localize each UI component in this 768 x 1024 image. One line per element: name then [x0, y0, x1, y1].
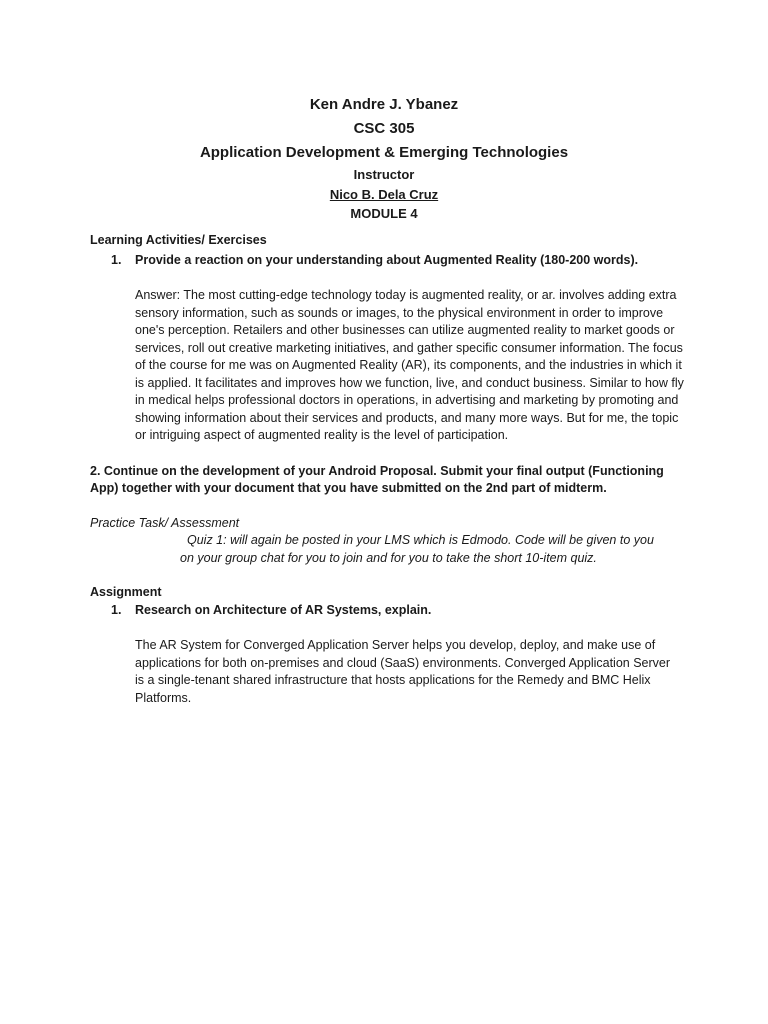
learning-item-1 — [90, 252, 690, 270]
student-name: Ken Andre J. Ybanez — [309, 96, 459, 113]
course-code: CSC 305 — [353, 120, 415, 137]
instructor-label: Instructor — [353, 167, 415, 182]
assignment-item-1-number: 1. — [111, 602, 122, 617]
practice-heading: Practice Task/ Assessment — [90, 515, 240, 530]
document-body — [90, 232, 690, 707]
learning-item-2: 2. Continue on the development of your Android Proposal. Submit your final output (Functioning App) together with your document that you have submitted on the 2nd part of midterm. — [90, 463, 664, 495]
learning-item-1-text: Provide a reaction on your understanding about Augmented Reality (180-200 words). — [135, 252, 639, 267]
learning-heading: Learning Activities/ Exercises — [90, 233, 267, 247]
learning-item-1-number: 1. — [111, 252, 122, 267]
course-title: Application Development & Emerging Technologies — [199, 144, 569, 161]
assignment-item-1-text: Research on Architecture of AR Systems, explain. — [135, 602, 432, 617]
quiz-line-2: on your group chat for you to join and for you to take the short 10-item quiz. — [180, 550, 597, 565]
module-label: MODULE 4 — [350, 206, 418, 221]
assignment-heading: Assignment — [90, 585, 162, 599]
quiz-line-1: Quiz 1: will again be posted in your LMS which is Edmodo. Code will be given to you — [187, 533, 654, 547]
instructor-name: Nico B. Dela Cruz — [329, 187, 439, 202]
assignment-answer: The AR System for Converged Application Server helps you develop, deploy, and make use of applications for both on-premises and cloud (SaaS) environments. Converged Application Server is a single-tenant shared infrastructure that hosts applications for the Remedy and BMC Helix Platforms. — [135, 638, 671, 705]
document-header — [0, 93, 768, 223]
assignment-item-1 — [90, 602, 690, 620]
learning-answer: Answer: The most cutting-edge technology today is augmented reality, or ar. involves adding extra sensory information, such as sounds or images, to the physical environment in order to improve one's perception. Retailers and other businesses can utilize augmented reality to market goods or services, roll out creative marketing initiatives, and gather specific consumer information. The focus of the course for me was on Augmented Reality (AR), its components, and the industries in which it is applied. It facilitates and improves how we function, live, and conduct business. Similar to how fly in medical helps professional doctors in operations, in advertising and marketing by promoting and showing information about their services and products, and many more ways. But for me, the topic or intriguing aspect of augmented reality is the level of participation. — [135, 288, 684, 442]
